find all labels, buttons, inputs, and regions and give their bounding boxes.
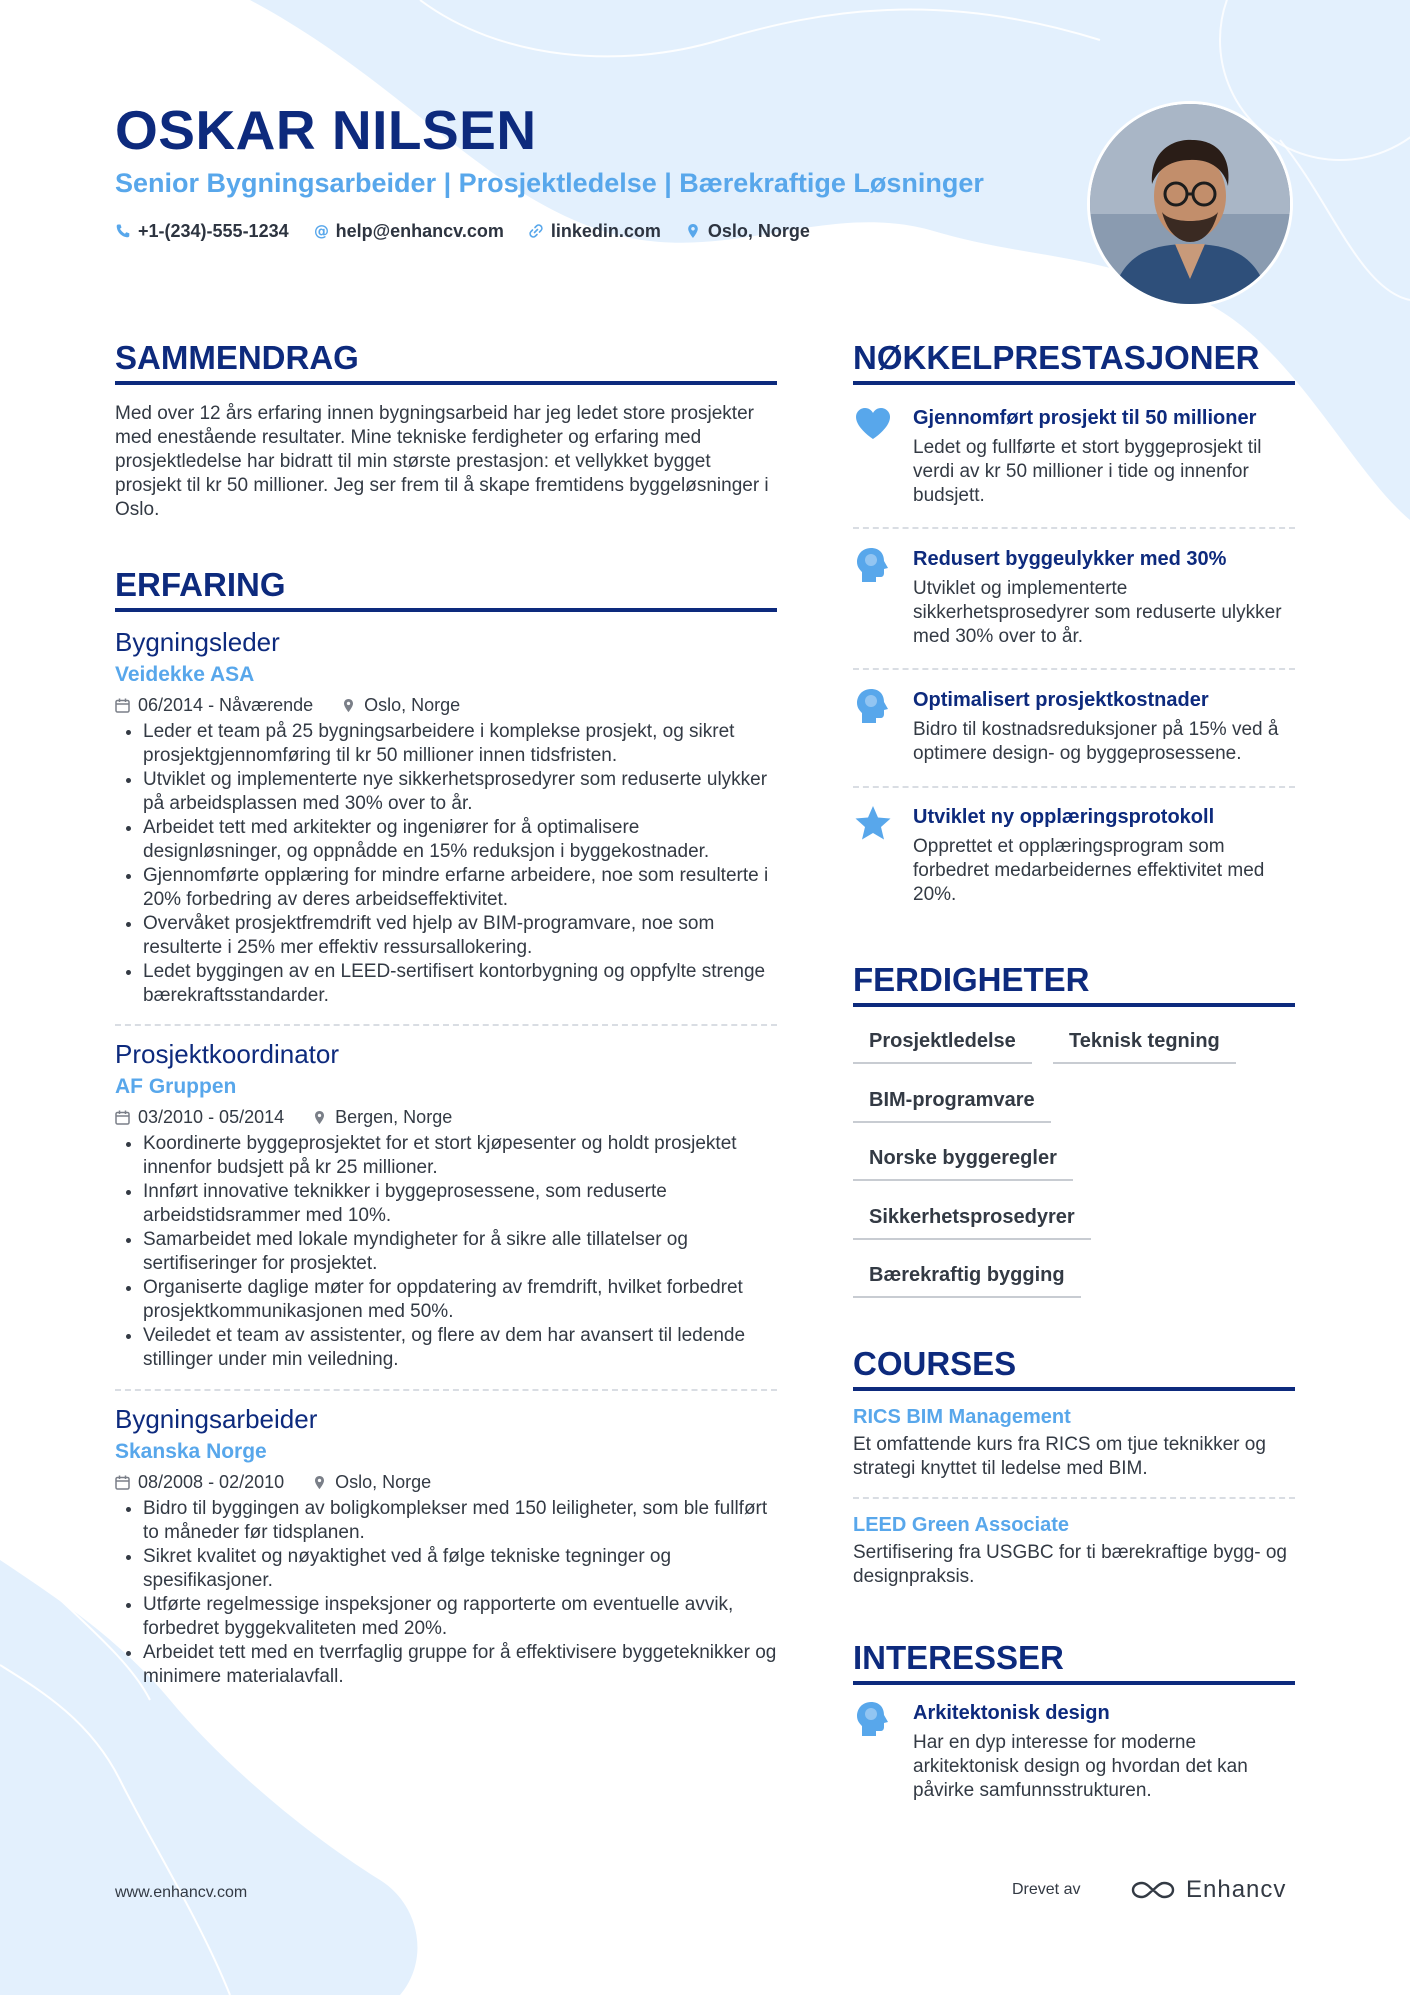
job-bullet: • Gjennomførte opplæring for mindre erfarne arbeidere, noe som resulterte i 20% forbedring av deres arbeidseffektivitet. xyxy=(143,864,777,912)
achievement-text: Ledet og fullførte et stort byggeprosjekt til verdi av kr 50 millioner i tide og innenfor budsjett. xyxy=(913,437,1262,506)
calendar-icon xyxy=(115,1110,130,1125)
achievement-item xyxy=(853,803,1295,907)
linkedin-text: linkedin.com xyxy=(550,221,661,241)
interests-section-title: INTERESSER xyxy=(853,1639,1295,1685)
summary-text: Med over 12 års erfaring innen bygningsarbeid har jeg ledet store prosjekter med enestående resultater. Mine tekniske ferdigheter og erfaring med prosjektledelse har bidratt til min største prestasjon: et vellykket bygget prosjekt til kr 50 millioner. Jeg ser frem til å skape fremtidens byggeløsninger i Oslo. xyxy=(115,403,769,520)
job-bullet: • Sikret kvalitet og nøyaktighet ved å følge tekniske tegninger og spesifikasjoner. xyxy=(143,1545,777,1593)
achievement-item xyxy=(853,545,1295,649)
head-icon xyxy=(853,1699,893,1739)
achievement-title: Gjennomført prosjekt til 50 millioner xyxy=(913,407,1257,429)
skill-tag: Teknisk tegning xyxy=(1053,1028,1236,1064)
job-company: Veidekke ASA xyxy=(115,663,255,686)
achievement-item xyxy=(853,404,1295,508)
job-meta xyxy=(115,1469,777,1495)
job-dates: 08/2008 - 02/2010 xyxy=(115,1469,284,1495)
phone-text: +1-(234)-555-1234 xyxy=(138,221,289,241)
job-bullet: • Veiledet et team av assistenter, og flere av dem har avansert til ledende stillinger under min veiledning. xyxy=(143,1324,777,1372)
job-entry-veidekke xyxy=(115,626,777,1008)
calendar-icon xyxy=(115,1475,130,1490)
location-pin-icon xyxy=(312,1475,327,1490)
svg-text:@: @ xyxy=(313,223,329,239)
interest-title: Arkitektonisk design xyxy=(913,1702,1110,1724)
job-meta xyxy=(115,692,777,718)
job-company: Skanska Norge xyxy=(115,1440,267,1463)
section-divider xyxy=(853,527,1295,529)
contact-bar xyxy=(115,219,810,243)
experience-section-title: ERFARING xyxy=(115,566,777,612)
footer-powered-by: Drevet av xyxy=(1012,1881,1081,1898)
location-pin-icon xyxy=(312,1110,327,1125)
skill-tag: Norske byggeregler xyxy=(853,1145,1073,1181)
skill-tag: Bærekraftig bygging xyxy=(853,1262,1081,1298)
job-meta xyxy=(115,1104,777,1130)
skill-tag: Prosjektledelse xyxy=(853,1028,1032,1064)
job-bullet: • Samarbeidet med lokale myndigheter for å sikre alle tillatelser og sertifiseringer for prosjektet. xyxy=(143,1228,777,1276)
enhancv-brand-text: Enhancv xyxy=(1186,1876,1287,1903)
section-divider xyxy=(115,1389,777,1391)
achievement-item xyxy=(853,686,1295,766)
contact-phone[interactable] xyxy=(115,219,289,243)
interest-text: Har en dyp interesse for moderne arkitektonisk design og hvordan det kan påvirke samfunnsstrukturen. xyxy=(913,1732,1248,1801)
section-divider xyxy=(853,668,1295,670)
summary-section-title: SAMMENDRAG xyxy=(115,339,777,385)
achievement-title: Utviklet ny opplæringsprotokoll xyxy=(913,806,1215,828)
section-divider xyxy=(853,786,1295,788)
course-text: Et omfattende kurs fra RICS om tjue teknikker og strategi knyttet til ledelse med BIM. xyxy=(853,1434,1266,1479)
job-bullets xyxy=(115,1497,777,1689)
at-icon xyxy=(313,223,329,239)
star-icon xyxy=(853,803,893,843)
link-icon xyxy=(528,223,544,239)
job-title: Bygningsarbeider xyxy=(115,1404,318,1434)
head-icon xyxy=(853,686,893,726)
skill-tag: BIM-programvare xyxy=(853,1087,1051,1123)
achievement-text: Utviklet og implementerte sikkerhetsprosedyrer som reduserte ulykker med 30% over to år. xyxy=(913,578,1282,647)
job-bullet: • Overvåket prosjektfremdrift ved hjelp av BIM-programvare, noe som resulterte i 25% mer effektiv ressursallokering. xyxy=(143,912,777,960)
achievements-section-title: NØKKELPRESTASJONER xyxy=(853,339,1295,385)
phone-icon xyxy=(115,223,131,239)
job-company: AF Gruppen xyxy=(115,1075,237,1098)
candidate-subtitle: Senior Bygningsarbeider | Prosjektledelse | Bærekraftige Løsninger xyxy=(115,168,984,198)
achievement-text: Bidro til kostnadsreduksjoner på 15% ved å optimere design- og byggeprosessene. xyxy=(913,719,1279,764)
calendar-icon xyxy=(115,698,130,713)
contact-location xyxy=(685,219,810,243)
course-item xyxy=(853,1403,1295,1481)
job-bullet: • Bidro til byggingen av boligkomplekser med 150 leiligheter, som ble fullført to måneder før tidsplanen. xyxy=(143,1497,777,1545)
section-divider xyxy=(853,1497,1295,1499)
contact-linkedin[interactable] xyxy=(528,219,661,243)
heart-icon xyxy=(853,404,893,444)
job-bullet: • Utførte regelmessige inspeksjoner og rapporterte om eventuelle avvik, forbedret byggekvaliteten med 20%. xyxy=(143,1593,777,1641)
job-bullet: • Koordinerte byggeprosjektet for et stort kjøpesenter og holdt prosjektet innenfor budsjett på kr 25 millioner. xyxy=(143,1132,777,1180)
job-bullet: • Utviklet og implementerte nye sikkerhetsprosedyrer som reduserte ulykker på arbeidsplassen med 30% over to år. xyxy=(143,768,777,816)
course-title: LEED Green Associate xyxy=(853,1514,1070,1536)
enhancv-logo-icon xyxy=(1130,1878,1176,1902)
achievement-title: Optimalisert prosjektkostnader xyxy=(913,689,1209,711)
job-bullet: • Innført innovative teknikker i byggeprosessene, som reduserte arbeidstidsrammer med 10%. xyxy=(143,1180,777,1228)
job-title: Prosjektkoordinator xyxy=(115,1039,339,1069)
job-entry-skanska xyxy=(115,1403,777,1689)
profile-photo xyxy=(1090,104,1290,304)
section-divider xyxy=(115,1024,777,1026)
job-bullet: • Leder et team på 25 bygningsarbeidere i komplekse prosjekt, og sikret prosjektgjennomføring til kr 50 millioner innen tidsfristen. xyxy=(143,720,777,768)
footer-website-link[interactable]: www.enhancv.com xyxy=(115,1884,248,1901)
job-bullets xyxy=(115,1132,777,1372)
achievement-text: Opprettet et opplæringsprogram som forbedret medarbeidernes effektivitet med 20%. xyxy=(913,836,1265,905)
job-bullet: • Arbeidet tett med en tverrfaglig gruppe for å effektivisere byggeteknikker og minimere materialavfall. xyxy=(143,1641,777,1689)
job-bullet: • Organiserte daglige møter for oppdatering av fremdrift, hvilket forbedret prosjektkommunikasjonen med 50%. xyxy=(143,1276,777,1324)
job-dates: 03/2010 - 05/2014 xyxy=(115,1104,284,1130)
location-pin-icon xyxy=(341,698,356,713)
skill-tag: Sikkerhetsprosedyrer xyxy=(853,1204,1091,1240)
location-text: Oslo, Norge xyxy=(707,221,810,241)
job-title: Bygningsleder xyxy=(115,627,280,657)
skills-section-title: FERDIGHETER xyxy=(853,961,1295,1007)
courses-section-title: COURSES xyxy=(853,1345,1295,1391)
location-pin-icon xyxy=(685,223,701,239)
course-item xyxy=(853,1511,1295,1589)
enhancv-logo[interactable] xyxy=(1130,1876,1286,1904)
email-text: help@enhancv.com xyxy=(335,221,504,241)
job-location: Bergen, Norge xyxy=(312,1104,452,1130)
job-bullet: • Arbeidet tett med arkitekter og ingeniører for å optimalisere designløsninger, og oppnådde en 15% reduksjon i byggekostnader. xyxy=(143,816,777,864)
job-bullets xyxy=(115,720,777,1008)
contact-email[interactable] xyxy=(313,219,504,243)
interest-item xyxy=(853,1699,1295,1803)
job-location: Oslo, Norge xyxy=(312,1469,431,1495)
job-dates: 06/2014 - Nåværende xyxy=(115,692,313,718)
achievement-title: Redusert byggeulykker med 30% xyxy=(913,548,1227,570)
head-icon xyxy=(853,545,893,585)
job-entry-af-gruppen xyxy=(115,1038,777,1372)
candidate-name: OSKAR NILSEN xyxy=(115,99,537,161)
job-location: Oslo, Norge xyxy=(341,692,460,718)
course-text: Sertifisering fra USGBC for ti bærekraftige bygg- og designpraksis. xyxy=(853,1542,1288,1587)
job-bullet: • Ledet byggingen av en LEED-sertifisert kontorbygning og oppfylte strenge bærekraftsstandarder. xyxy=(143,960,777,1008)
course-title: RICS BIM Management xyxy=(853,1406,1071,1428)
